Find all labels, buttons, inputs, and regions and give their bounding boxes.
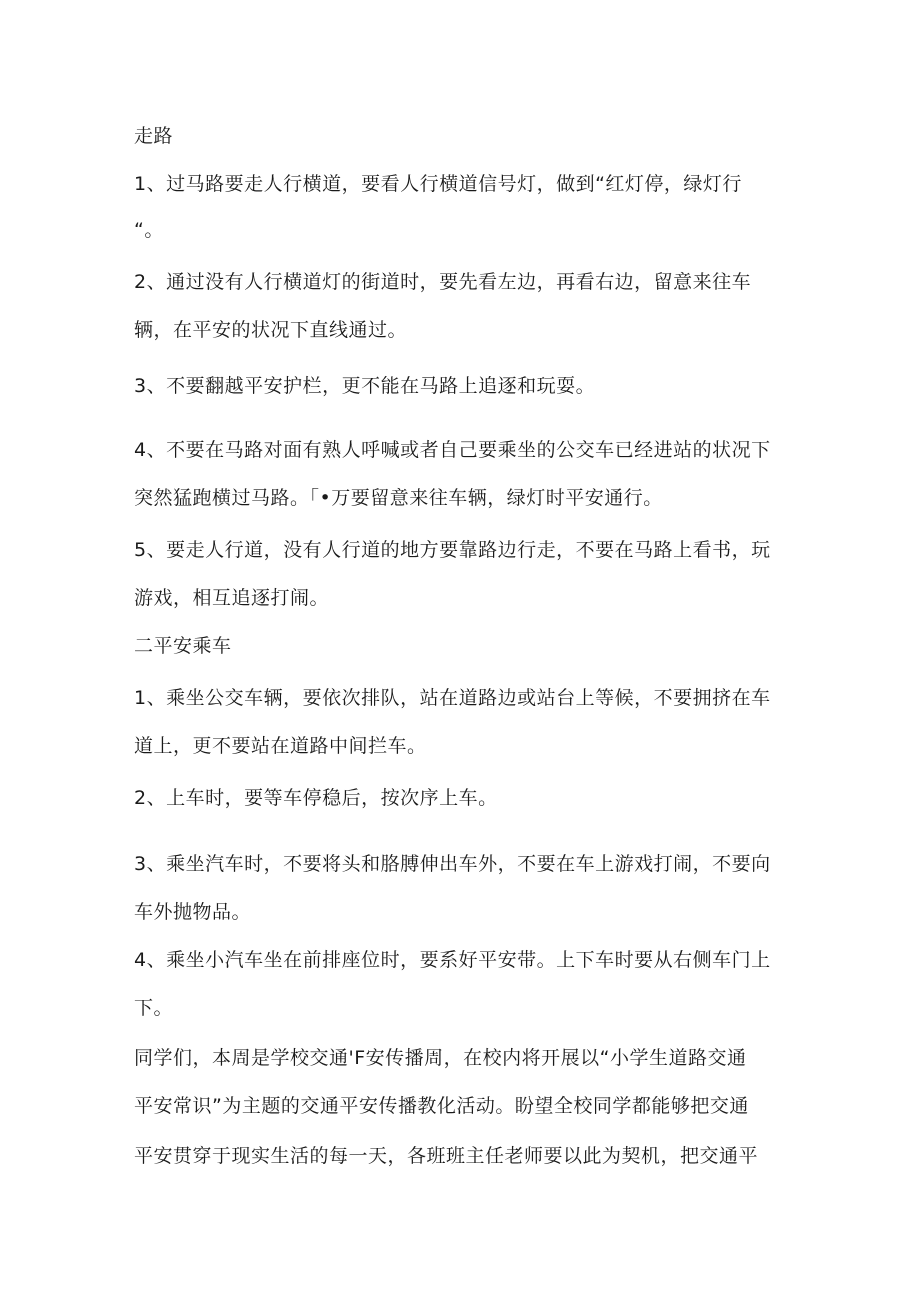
paragraph-line: 车外抛物品。 bbox=[134, 901, 252, 923]
paragraph-line: 4、乘坐小汽车坐在前排座位时，要系好平安带。上下车时要从右侧车门上 bbox=[134, 949, 771, 971]
paragraph-line: 1、过马路要走人行横道，要看人行横道信号灯，做到“红灯停，绿灯行 bbox=[134, 173, 742, 195]
paragraph-line: 2、上车时，要等车停稳后，按次序上车。 bbox=[134, 787, 498, 809]
paragraph-line: 1、乘坐公交车辆，要依次排队，站在道路边或站台上等候，不要拥挤在车 bbox=[134, 687, 771, 709]
paragraph-line: 3、不要翻越平安护栏，更不能在马路上追逐和玩耍。 bbox=[134, 375, 596, 397]
section-heading-riding: 二平安乘车 bbox=[134, 635, 232, 657]
paragraph-line: 道上，更不要站在道路中间拦车。 bbox=[134, 735, 427, 757]
paragraph-line: 5、要走人行道，没有人行道的地方要靠路边行走，不要在马路上看书，玩 bbox=[134, 539, 771, 561]
paragraph-line: 平安贯穿于现实生活的每一天，各班班主任老师要以此为契机，把交通平 bbox=[134, 1145, 759, 1167]
paragraph-line: 突然猛跑横过马路。「•万要留意来往车辆，绿灯时平安通行。 bbox=[134, 487, 663, 509]
paragraph-line: 3、乘坐汽车时，不要将头和胳膊伸出车外，不要在车上游戏打闹，不要向 bbox=[134, 853, 771, 875]
paragraph-line: 辆，在平安的状况下直线通过。 bbox=[134, 319, 408, 341]
paragraph-line: 游戏，相互追逐打闹。 bbox=[134, 587, 330, 609]
paragraph-line: 平安常识”为主题的交通平安传播教化活动。盼望全校同学都能够把交通 bbox=[134, 1095, 749, 1117]
paragraph-line: 2、通过没有人行横道灯的街道时，要先看左边，再看右边，留意来往车 bbox=[134, 271, 752, 293]
paragraph-line: 同学们，本周是学校交通'F安传播周，在校内将开展以“小学生道路交通 bbox=[134, 1047, 747, 1069]
paragraph-line: 下。 bbox=[134, 997, 174, 1019]
section-heading-walking: 走路 bbox=[134, 125, 174, 147]
paragraph-line: 4、不要在马路对面有熟人呼喊或者自己要乘坐的公交车已经进站的状况下 bbox=[134, 439, 771, 461]
paragraph-line: “。 bbox=[134, 219, 164, 241]
